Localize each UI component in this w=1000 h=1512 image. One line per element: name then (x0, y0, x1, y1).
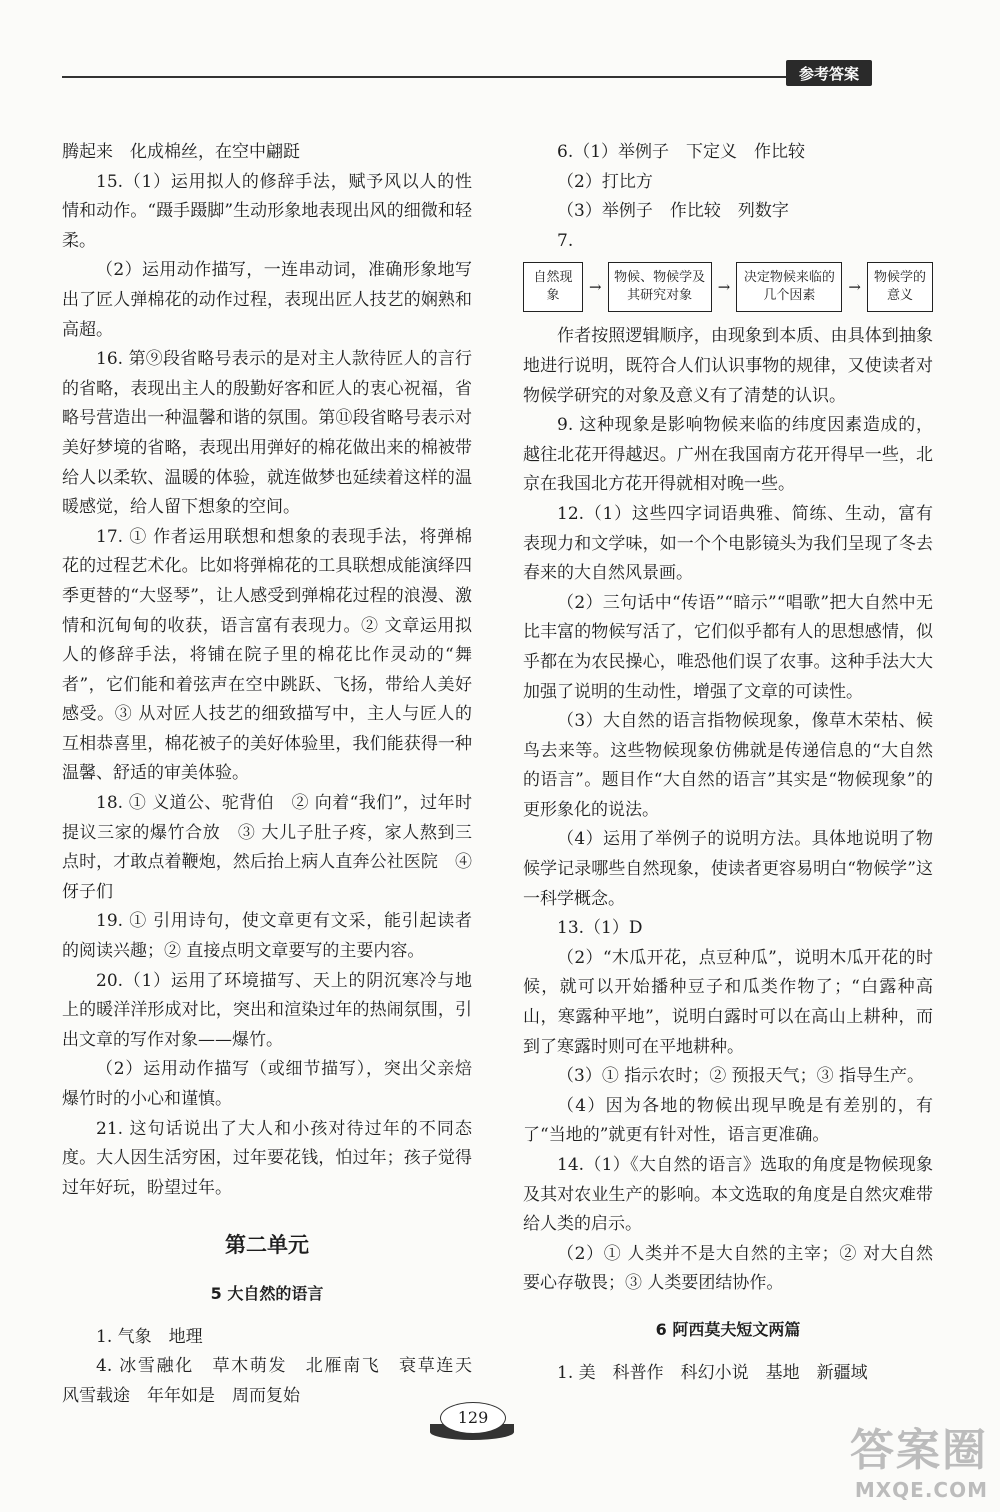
answer-9: 9. 这种现象是影响物候来临的纬度因素造成的，越往北花开得越迟。广州在我国南方花开得早一些，北京在我国北方花开得就相对晚一些。 (523, 415, 933, 495)
answer-21: 21. 这句话说出了大人和小孩对待过年的不同态度。大人因生活穷困，过年要花钱，怕过年；孩子觉得过年好玩，盼望过年。 (62, 1118, 472, 1198)
left-column (62, 138, 489, 1411)
answer-20-1: 20.（1）运用了环境描写、天上的阴沉寒冷与地上的暖洋洋形成对比，突出和渲染过年的热闹氛围，引出文章的写作对象——爆竹。 (62, 970, 472, 1050)
flow-box-significance: 物候学的意义 (867, 262, 933, 312)
answer-12-4: （4）运用了举例子的说明方法。具体地说明了物候学记录哪些自然现象，使读者更容易明白“物候学”这一科学概念。 (523, 829, 933, 909)
flow-box-factors: 决定物候来临的几个因素 (736, 262, 842, 312)
answer-15-2: （2）运用动作描写，一连串动词，准确形象地写出了匠人弹棉花的动作过程，表现出匠人技艺的娴熟和高超。 (62, 260, 472, 340)
answer-14-2: （2）① 人类并不是大自然的主宰；② 对大自然要心存敬畏；③ 人类要团结协作。 (523, 1243, 933, 1294)
answer-5-4: 4. 冰雪融化 草木萌发 北雁南飞 衰草连天 风雪载途 年年如是 周而复始 (62, 1356, 489, 1406)
flow-box-phenology: 物候、物候学及其研究对象 (608, 262, 712, 312)
unit-title: 第二单元 (225, 1233, 309, 1258)
answer-7-text: 作者按照逻辑顺序，由现象到本质、由具体到抽象地进行说明，既符合人们认识事物的规律，又使读者对物候学研究的对象及意义有了清楚的认识。 (523, 326, 933, 406)
watermark-url: MXQE.COM (854, 1478, 988, 1502)
answer-13-4: （4）因为各地的物候出现早晚是有差别的，有了“当地的”就更有针对性，语言更准确。 (523, 1095, 933, 1146)
answer-17: 17. ① 作者运用联想和想象的表现手法，将弹棉花的过程艺术化。比如将弹棉花的工具联想成能演绎四季更替的“大竖琴”，让人感受到弹棉花过程的浪漫、激情和沉甸甸的收获，语言富有表现力。② 文章运用拟人的修辞手法，将铺在院子里的棉花比作灵动的“舞者”，它们能和着弦声在空中跳跃、飞扬，带给人美好感受。③ 从对匠人技艺的细致描写中，主人与匠人的互相恭喜里，棉花被子的美好体验里，我们能获得一种温馨、舒适的审美体验。 (62, 526, 472, 784)
watermark-logo (850, 1414, 988, 1502)
answer-14-1: 14.（1）《大自然的语言》选取的角度是物候现象及其对农业生产的影响。本文选取的角度是自然灾难带给人类的启示。 (523, 1155, 933, 1235)
answer-20-2: （2）运用动作描写（或细节描写），突出父亲焙爆竹时的小心和谨慎。 (62, 1059, 472, 1109)
structure-flowchart (523, 262, 933, 312)
answer-13-3: （3）① 指示农时；② 预报天气；③ 指导生产。 (557, 1066, 925, 1087)
answer-12-2: （2）三句话中“传语”“暗示”“唱歌”把大自然中无比丰富的物候写活了，它们似乎都有人的思想感情，似乎都在为农民操心，唯恐他们误了农事。这种手法大大加强了说明的生动性，增强了文章的可读性。 (523, 592, 933, 702)
flow-box-phenomenon: 自然现象 (523, 262, 583, 312)
answer-5-1: 1. 气象 地理 (96, 1326, 203, 1347)
arrow-icon: → (589, 278, 602, 297)
answer-6-2: （2）打比方 (557, 171, 653, 192)
answer-13-2: （2）“木瓜开花，点豆种瓜”，说明木瓜开花的时候，就可以开始播种豆子和瓜类作物了；“白露种高山，寒露种平地”，说明白露时可以在高山上耕种，而到了寒露时则可在平地耕种。 (523, 947, 933, 1057)
right-column (523, 138, 933, 1388)
arrow-icon: → (717, 278, 731, 297)
answer-16: 16. 第⑨段省略号表示的是对主人款待匠人的言行的省略，表现出主人的殷勤好客和匠人的衷心祝福，省略号营造出一种温馨和谐的氛围。第⑪段省略号表示对美好梦境的省略，表现出用弹好的棉花做出来的棉被带给人以柔软、温暖的体验，就连做梦也延续着这样的温暖感觉，给人留下想象的空间。 (62, 349, 472, 518)
answer-12-1: 12.（1）这些四字词语典雅、简练、生动，富有表现力和文学味，如一个个电影镜头为我们呈现了冬去春来的大自然风景画。 (523, 503, 933, 584)
answer-line: 腾起来 化成棉丝，在空中翩跹 (62, 142, 300, 162)
lesson-5-title: 5 大自然的语言 (210, 1283, 324, 1303)
lesson-6-title: 6 阿西莫夫短文两篇 (655, 1319, 801, 1339)
arrow-icon: → (848, 278, 861, 297)
answer-7: 7. (557, 230, 574, 251)
answer-19: 19. ① 引用诗句，使文章更有文采，能引起读者的阅读兴趣；② 直接点明文章要写的主要内容。 (62, 911, 472, 962)
answer-6-3: （3）举例子 作比较 列数字 (557, 201, 789, 222)
page-number: 129 (440, 1402, 506, 1434)
answer-13-1: 13.（1）D (557, 918, 643, 939)
answer-18: 18. ① 义道公、驼背伯 ② 向着“我们”，过年时提议三家的爆竹合放 ③ 大儿子肚子疼，家人熬到三点时，才敢点着鞭炮，然后抬上病人直奔公社医院 ④ 伢子们 (62, 793, 472, 902)
watermark-title: 答案圈 (850, 1425, 988, 1476)
answer-12-3: （3）大自然的语言指物候现象，像草木荣枯、候鸟去来等。这些物候现象仿佛就是传递信息的“大自然的语言”。题目作“大自然的语言”其实是“物候现象”的更形象化的说法。 (523, 711, 933, 820)
answer-6-lesson-1: 1. 美 科普作 科幻小说 基地 新疆域 (557, 1362, 868, 1383)
answer-15-1: 15.（1）运用拟人的修辞手法，赋予风以人的性情和动作。“蹑手蹑脚”生动形象地表现出风的细微和轻柔。 (62, 171, 472, 251)
answer-6-1: 6.（1）举例子 下定义 作比较 (557, 142, 806, 162)
header-rule (62, 76, 872, 78)
header-badge: 参考答案 (786, 60, 872, 86)
